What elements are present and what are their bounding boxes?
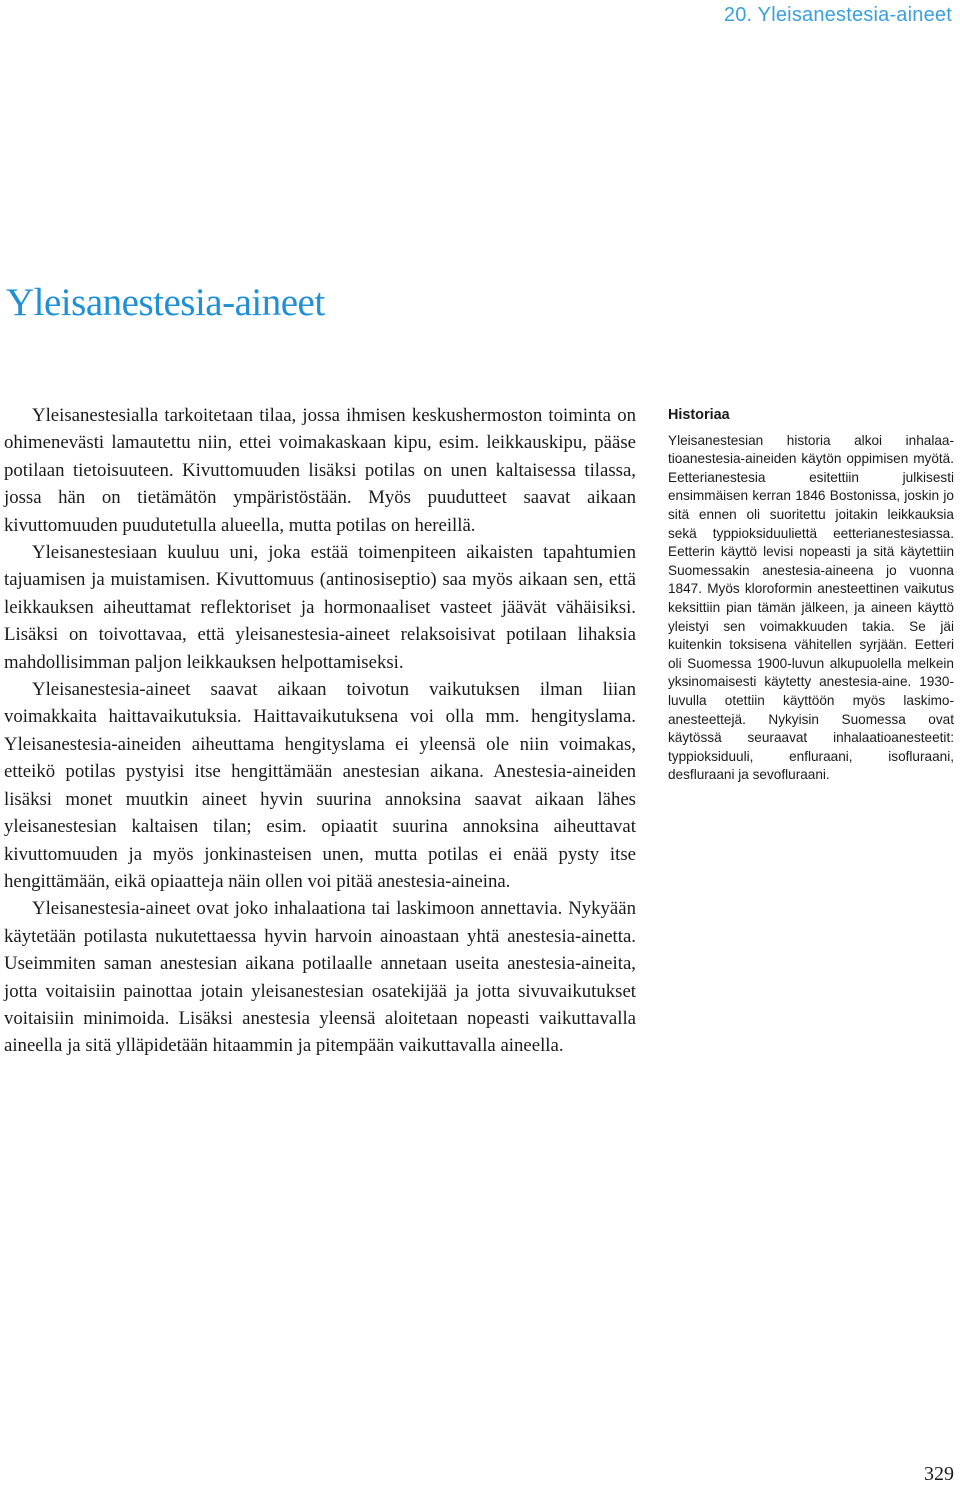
sidebar-text: Yleisanestesian historia alkoi inhalaatioanestesia-aineiden käytön oppimisen myötä. Eetterianestesia esitettiin julkisesti ensimmäisen kerran 1846 Bostonissa, joskin jo sitä ennen oli suoritettu joitakin leikkauksia sekä typpioksiduuliettä eetterianestesiassa. Eetterin käyttö levisi nopeasti ja sitä käytettiin Suomessakin anestesia-aineena jo vuonna 1847. Myös kloroformin anesteettinen vaikutus keksittiin pian tämän jälkeen, ja aineen käyttö yleistyi sen voimakkuuden takia. Se jäi kuitenkin toksisena vähitellen syrjään. Eetteri oli Suomessa 1900-luvun alkupuolella melkein yksinomaisesti käytetty anestesia-aine. 1930-luvulla otettiin käyttöön myös laskimoanesteettejä. Nykyisin Suomessa ovat käytössä seuraavat inhalaatioanesteetit: typpioksiduuli, enfluraani, isofluraani, desfluraani ja sevofluraani.	[668, 432, 954, 783]
main-body-text	[4, 402, 636, 1060]
running-header: 20. Yleisanestesia-aineet	[723, 4, 952, 26]
body-paragraph-2: Yleisanestesiaan kuuluu uni, joka estää toimenpiteen aikaisten tapahtumien tajuamisen ja muistamisen. Kivuttomuus (antinosiseptio) saa myös aikaan sen, että leikkauksen aiheuttamat reflektoriset ja hormonaaliset vasteet jäävät vähäisiksi. Lisäksi on toivottavaa, että yleisanestesia-aineet relaksoisivat potilaan lihaksia mahdollisimman paljon leikkauksen helpottamiseksi.	[4, 542, 636, 673]
page-title: Yleisanestesia-aineet	[6, 281, 325, 324]
body-paragraph-1: Yleisanestesialla tarkoitetaan tilaa, jossa ihmisen keskushermoston toiminta on ohimenevästi lamautettu niin, ettei voimakaskaan kipu, esim. leikkauskipu, pääse potilaan tietoisuuteen. Kivuttomuuden lisäksi potilas on unen kaltaisessa tilassa, jossa hän on tietämätön ympäristöstään. Myös puudutteet saavat aikaan kivuttomuuden puudutetulla alueella, mutta potilas on hereillä.	[4, 405, 636, 536]
sidebar-heading: Historiaa	[668, 407, 730, 423]
page-number: 329	[924, 1463, 954, 1485]
body-paragraph-3: Yleisanestesia-aineet saavat aikaan toivotun vaikutuksen ilman liian voimakkaita haittavaikutuksia. Haittavaikutuksena voi olla mm. hengityslama. Yleisanestesia-aineiden aiheuttama hengityslama ei yleensä ole niin voimakas, etteikö potilas pystyisi itse hengittämään anestesian aikana. Anestesia-aineiden lisäksi monet muutkin aineet hyvin suurina annoksina saavat aikaan lähes yleisanestesian kaltaisen tilan; esim. opiaatit suurina annoksina aiheuttavat kivuttomuuden ja myös jonkinasteisen unen, mutta potilas ei enää pysty itse hengittämään, eikä opiaatteja näin ollen voi pitää anestesia-aineina.	[4, 679, 636, 892]
history-sidebar	[668, 406, 954, 785]
body-paragraph-4: Yleisanestesia-aineet ovat joko inhalaationa tai laskimoon annettavia. Nykyään käytetään potilasta nukutettaessa hyvin harvoin ainoastaan yhtä anestesia-ainetta. Useimmiten saman anestesian aikana potilaalle annetaan useita anestesia-aineita, jotta voitaisiin painottaa jotain yleisanestesian osatekijää ja jotta sivuvaikutukset voitaisiin minimoida. Lisäksi anestesia yleensä aloitetaan nopeasti vaikuttavalla aineella ja sitä ylläpidetään hitaammin ja pitempään vaikuttavalla aineella.	[4, 898, 636, 1057]
